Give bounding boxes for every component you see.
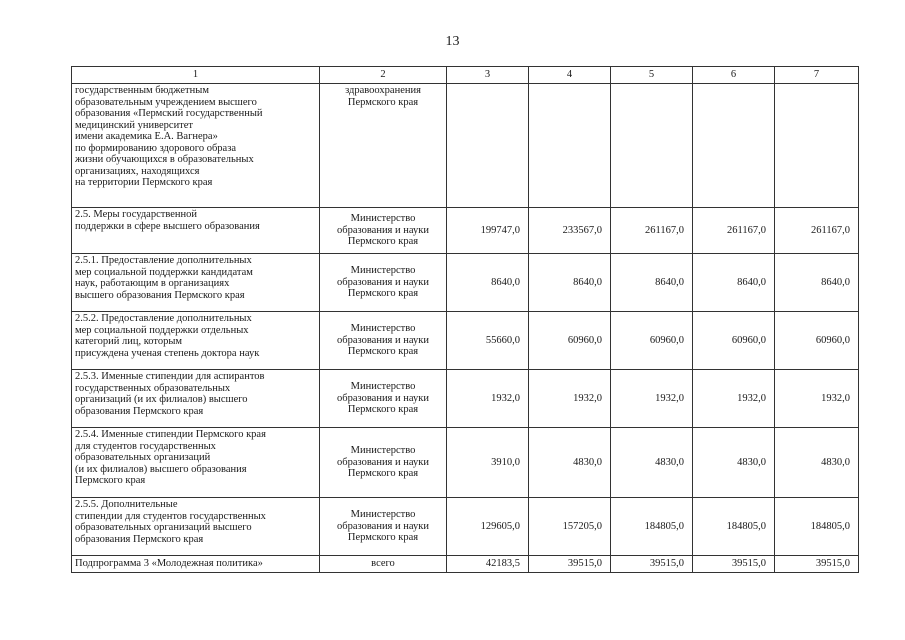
table-row	[72, 312, 859, 370]
table-row	[72, 370, 859, 428]
row-description: 2.5.2. Предоставление дополнительных мер социальной поддержки отдельных категорий лиц, которым присуждена ученая степень доктора наук	[72, 312, 320, 370]
column-header: 1	[72, 67, 320, 84]
value-cell: 1932,0	[775, 370, 859, 428]
table-header-row	[72, 67, 859, 84]
column-header: 6	[693, 67, 775, 84]
row-executor: всего	[320, 556, 447, 573]
table-row	[72, 428, 859, 498]
value-cell: 8640,0	[447, 254, 529, 312]
column-header: 5	[611, 67, 693, 84]
value-cell: 261167,0	[611, 208, 693, 254]
row-description: государственным бюджетным образовательным учреждением высшего образования «Пермский государственный медицинский университет имени академика Е.А. Вагнера» по формированию здорового образа жизни обучающихся в образовательных организациях, находящихся на территории Пермского края	[72, 84, 320, 208]
row-description: 2.5.1. Предоставление дополнительных мер социальной поддержки кандидатам наук, работающим в организациях высшего образования Пермского края	[72, 254, 320, 312]
column-header: 2	[320, 67, 447, 84]
value-cell: 129605,0	[447, 498, 529, 556]
value-cell: 184805,0	[693, 498, 775, 556]
row-description: 2.5.4. Именные стипендии Пермского края для студентов государственных образовательных организаций (и их филиалов) высшего образования Пермского края	[72, 428, 320, 498]
page-number: 13	[445, 34, 460, 49]
column-header: 7	[775, 67, 859, 84]
value-cell: 4830,0	[611, 428, 693, 498]
value-cell: 39515,0	[693, 556, 775, 573]
row-description: 2.5.3. Именные стипендии для аспирантов государственных образовательных организаций (и их филиалов) высшего образования Пермского края	[72, 370, 320, 428]
value-cell: 184805,0	[611, 498, 693, 556]
value-cell: 39515,0	[611, 556, 693, 573]
value-cell: 42183,5	[447, 556, 529, 573]
value-cell: 233567,0	[529, 208, 611, 254]
value-cell: 60960,0	[529, 312, 611, 370]
row-executor: Министерство образования и науки Пермского края	[320, 370, 447, 428]
row-executor: здравоохранения Пермского края	[320, 84, 447, 208]
value-cell	[693, 84, 775, 208]
value-cell: 8640,0	[611, 254, 693, 312]
value-cell: 1932,0	[447, 370, 529, 428]
value-cell: 261167,0	[775, 208, 859, 254]
row-executor: Министерство образования и науки Пермского края	[320, 498, 447, 556]
value-cell: 4830,0	[693, 428, 775, 498]
value-cell: 8640,0	[693, 254, 775, 312]
value-cell	[447, 84, 529, 208]
column-header: 3	[447, 67, 529, 84]
value-cell: 8640,0	[775, 254, 859, 312]
value-cell: 157205,0	[529, 498, 611, 556]
value-cell: 199747,0	[447, 208, 529, 254]
value-cell: 55660,0	[447, 312, 529, 370]
value-cell: 60960,0	[775, 312, 859, 370]
value-cell: 4830,0	[775, 428, 859, 498]
value-cell: 1932,0	[529, 370, 611, 428]
value-cell: 1932,0	[611, 370, 693, 428]
row-executor: Министерство образования и науки Пермского края	[320, 254, 447, 312]
value-cell: 8640,0	[529, 254, 611, 312]
value-cell: 261167,0	[693, 208, 775, 254]
column-header: 4	[529, 67, 611, 84]
table-row	[72, 556, 859, 573]
budget-table	[71, 66, 859, 573]
value-cell: 4830,0	[529, 428, 611, 498]
row-description: Подпрограмма 3 «Молодежная политика»	[72, 556, 320, 573]
value-cell: 39515,0	[529, 556, 611, 573]
value-cell	[775, 84, 859, 208]
table-row	[72, 498, 859, 556]
table-row	[72, 208, 859, 254]
table-row	[72, 254, 859, 312]
row-executor: Министерство образования и науки Пермского края	[320, 428, 447, 498]
value-cell	[529, 84, 611, 208]
row-executor: Министерство образования и науки Пермского края	[320, 208, 447, 254]
value-cell: 60960,0	[693, 312, 775, 370]
row-executor: Министерство образования и науки Пермского края	[320, 312, 447, 370]
value-cell: 1932,0	[693, 370, 775, 428]
value-cell: 60960,0	[611, 312, 693, 370]
value-cell: 3910,0	[447, 428, 529, 498]
row-description: 2.5.5. Дополнительные стипендии для студентов государственных образовательных организаций высшего образования Пермского края	[72, 498, 320, 556]
row-description: 2.5. Меры государственной поддержки в сфере высшего образования	[72, 208, 320, 254]
table-row	[72, 84, 859, 208]
value-cell: 39515,0	[775, 556, 859, 573]
value-cell: 184805,0	[775, 498, 859, 556]
value-cell	[611, 84, 693, 208]
